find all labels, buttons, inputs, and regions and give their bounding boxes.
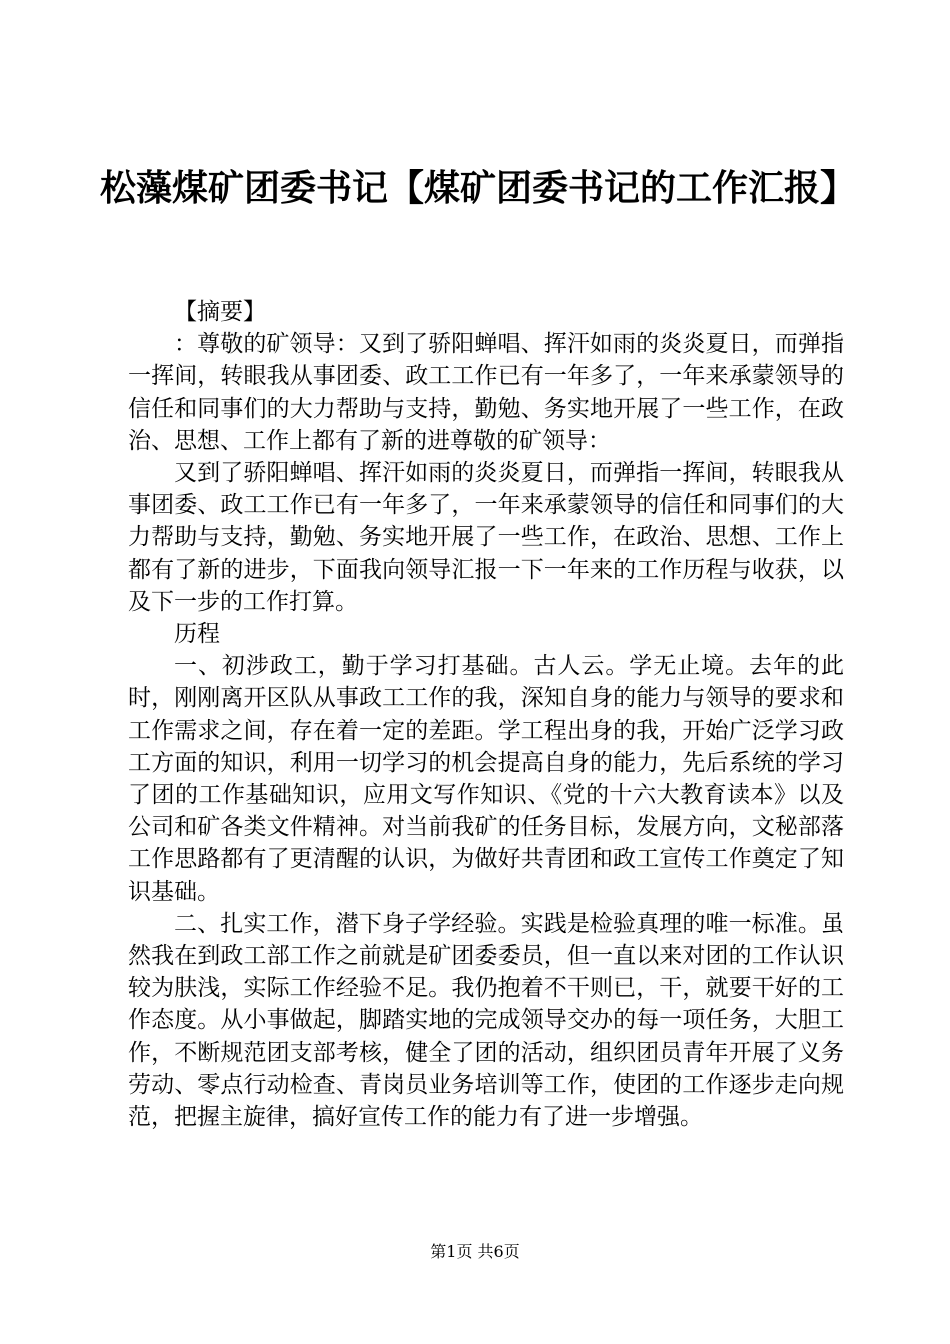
paragraph-1: ：尊敬的矿领导：又到了骄阳蝉唱、挥汗如雨的炎炎夏日，而弹指一挥间，转眼我从事团委、政工工作已有一年多了，一年来承蒙领导的信任和同事们的大力帮助与支持，勤勉、务实地开展了一些工作，在政治、思想、工作上都有了新的进尊敬的矿领导： bbox=[128, 331, 844, 454]
paragraph-4: 一、初涉政工，勤于学习打基础。古人云。学无止境。去年的此时，刚刚离开区队从事政工工作的我，深知自身的能力与领导的要求和工作需求之间，存在着一定的差距。学工程出身的我，开始广泛学习政工方面的知识，利用一切学习的机会提高自身的能力，先后系统的学习了团的工作基础知识，应用文写作知识、《党的十六大教育读本》以及公司和矿各类文件精神。对当前我矿的任务目标，发展方向，文秘部落工作思路都有了更清醒的认识，为做好共青团和政工宣传工作奠定了知识基础。 bbox=[128, 653, 844, 905]
paragraph-5: 二、扎实工作，潜下身子学经验。实践是检验真理的唯一标准。虽然我在到政工部工作之前就是矿团委委员，但一直以来对团的工作认识较为肤浅，实际工作经验不足。我仍抱着不干则已，干，就要干好的工作态度。从小事做起，脚踏实地的完成领导交办的每一项任务，大胆工作，不断规范团支部考核，健全了团的活动，组织团员青年开展了义务劳动、零点行动检查、青岗员业务培训等工作，使团的工作逐步走向规范，把握主旋律，搞好宣传工作的能力有了进一步增强。 bbox=[128, 910, 844, 1131]
document-body bbox=[128, 296, 844, 1133]
paragraph-3: 历程 bbox=[174, 621, 220, 648]
document-title: 松藻煤矿团委书记【煤矿团委书记的工作汇报】 bbox=[100, 167, 857, 209]
paragraph-2: 又到了骄阳蝉唱、挥汗如雨的炎炎夏日，而弹指一挥间，转眼我从事团委、政工工作已有一年多了，一年来承蒙领导的信任和同事们的大力帮助与支持，勤勉、务实地开展了一些工作，在政治、思想、工作上都有了新的进步，下面我向领导汇报一下一年来的工作历程与收获，以及下一步的工作打算。 bbox=[128, 460, 844, 615]
summary-label: 【摘要】 bbox=[174, 299, 266, 325]
page-footer: 第1页 共6页 bbox=[430, 1242, 520, 1261]
